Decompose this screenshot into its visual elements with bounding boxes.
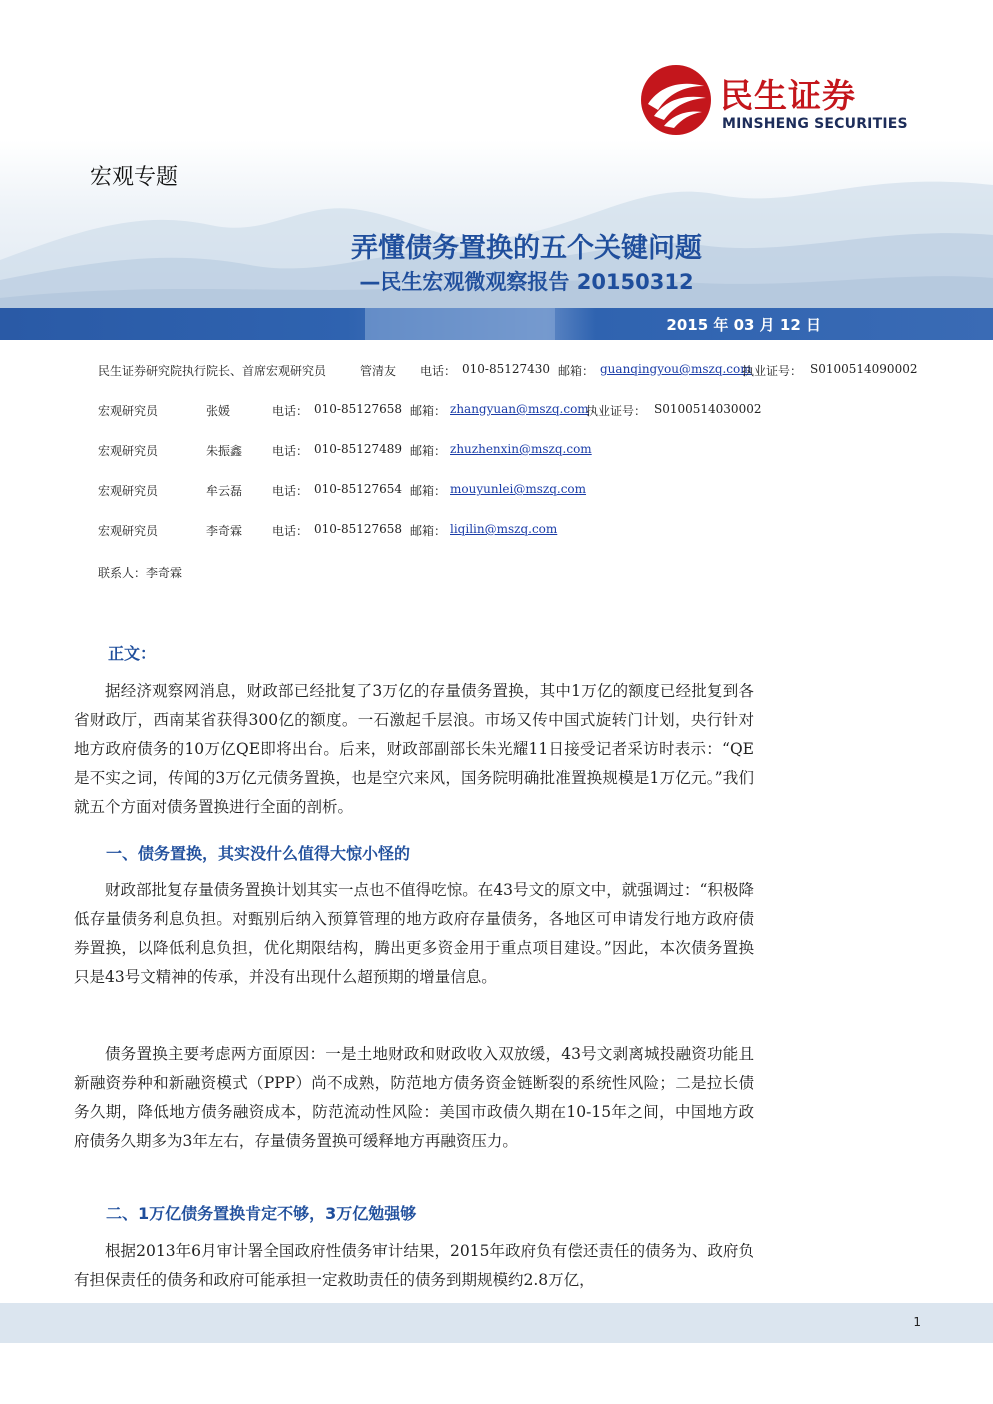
license-label: 执业证号： [742,364,803,378]
body-paragraph: 据经济观察网消息，财政部已经批复了3万亿的存量债务置换，其中1万亿的额度已经批复到各省财政厅，西南某省获得300亿的额度。一石激起千层浪。市场又传中国式旋转门计划，央行针对地方政府债务的10万亿QE即将出台。后来，财政部副部长朱光耀11日接受记者采访时表示：“QE是不实之词，传闻的3万亿元债务置换，也是空穴来风，国务院明确批准置换规模是1万亿元。”我们就五个方面对债务置换进行全面的剖析。 [74,682,754,816]
phone-label: 电话： [272,444,309,458]
author-row [98,402,958,442]
body-paragraph: 根据2013年6月审计署全国政府性债务审计结果，2015年政府负有偿还责任的债务为、政府负有担保责任的债务和政府可能承担一定救助责任的债务到期规模约2.8万亿， [74,1242,754,1289]
phone-label: 电话： [272,524,309,538]
author-email-link[interactable]: mouyunlei@mszq.com [450,482,587,496]
author-role: 宏观研究员 [98,484,159,498]
author-row [98,442,958,482]
author-name: 李奇霖 [206,524,243,538]
author-name: 管清友 [360,364,397,378]
email-label: 邮箱： [410,484,447,498]
author-phone: 010-85127489 [314,442,403,456]
author-name: 朱振鑫 [206,444,243,458]
minsheng-logo-icon [640,64,712,136]
license-label: 执业证号： [586,404,647,418]
section-heading: 一、债务置换，其实没什么值得大惊小怪的 [106,844,411,863]
author-phone: 010-85127658 [314,402,403,416]
author-email-link[interactable]: zhuzhenxin@mszq.com [450,442,592,456]
author-phone: 010-85127658 [314,522,403,536]
author-phone: 010-85127654 [314,482,403,496]
author-license: S0100514030002 [654,402,762,416]
email-label: 邮箱： [558,364,595,378]
date-band [0,308,993,340]
author-email-link[interactable]: liqilin@mszq.com [450,522,558,536]
body-paragraph: 财政部批复存量债务置换计划其实一点也不值得吃惊。在43号文的原文中，就强调过：“积极降低存量债务利息负担。对甄别后纳入预算管理的地方政府存量债务，各地区可申请发行地方政府债券置换，以降低利息负担，优化期限结构，腾出更多资金用于重点项目建设。”因此，本次债务置换只是43号文精神的传承，并没有出现什么超预期的增量信息。 [74,881,754,986]
email-label: 邮箱： [410,524,447,538]
author-name: 张媛 [206,404,231,418]
page-number: 1 [913,1315,921,1329]
contact-person: 联系人：李奇霖 [98,566,183,580]
phone-label: 电话： [420,364,457,378]
report-title: 弄懂债务置换的五个关键问题 [351,233,702,264]
author-license: S0100514090002 [810,362,918,376]
brand-name-cn: 民生证券 [720,76,856,115]
email-label: 邮箱： [410,404,447,418]
phone-label: 电话： [272,404,309,418]
author-phone: 010-85127430 [462,362,551,376]
author-role: 宏观研究员 [98,524,159,538]
author-row [98,362,958,402]
body-heading: 正文： [108,644,157,663]
brand-name-en: MINSHENG SECURITIES [722,116,908,132]
report-category: 宏观专题 [90,165,179,190]
author-row [98,522,958,562]
email-label: 邮箱： [410,444,447,458]
author-list [98,362,958,562]
phone-label: 电话： [272,484,309,498]
author-role: 民生证券研究院执行院长、首席宏观研究员 [98,364,327,378]
report-date: 2015 年 03 月 12 日 [666,316,821,334]
author-email-link[interactable]: zhangyuan@mszq.com [450,402,589,416]
author-email-link[interactable]: guanqingyou@mszq.com [600,362,752,376]
body-paragraph: 债务置换主要考虑两方面原因：一是土地财政和财政收入双放缓，43号文剥离城投融资功能且新融资券种和新融资模式（PPP）尚不成熟，防范地方债务资金链断裂的系统性风险；二是拉长债务久期，降低地方债务融资成本，防范流动性风险：美国市政债久期在10-15年之间，中国地方政府债务久期多为3年左右，存量债务置换可缓释地方再融资压力。 [74,1045,754,1150]
report-subtitle: —民生宏观微观察报告 20150312 [359,270,694,294]
author-name: 牟云磊 [206,484,243,498]
author-role: 宏观研究员 [98,444,159,458]
author-role: 宏观研究员 [98,404,159,418]
section-heading: 二、1万亿债务置换肯定不够，3万亿勉强够 [106,1204,417,1223]
author-row [98,482,958,522]
brand-logo [640,64,930,144]
page-footer [0,1303,993,1343]
